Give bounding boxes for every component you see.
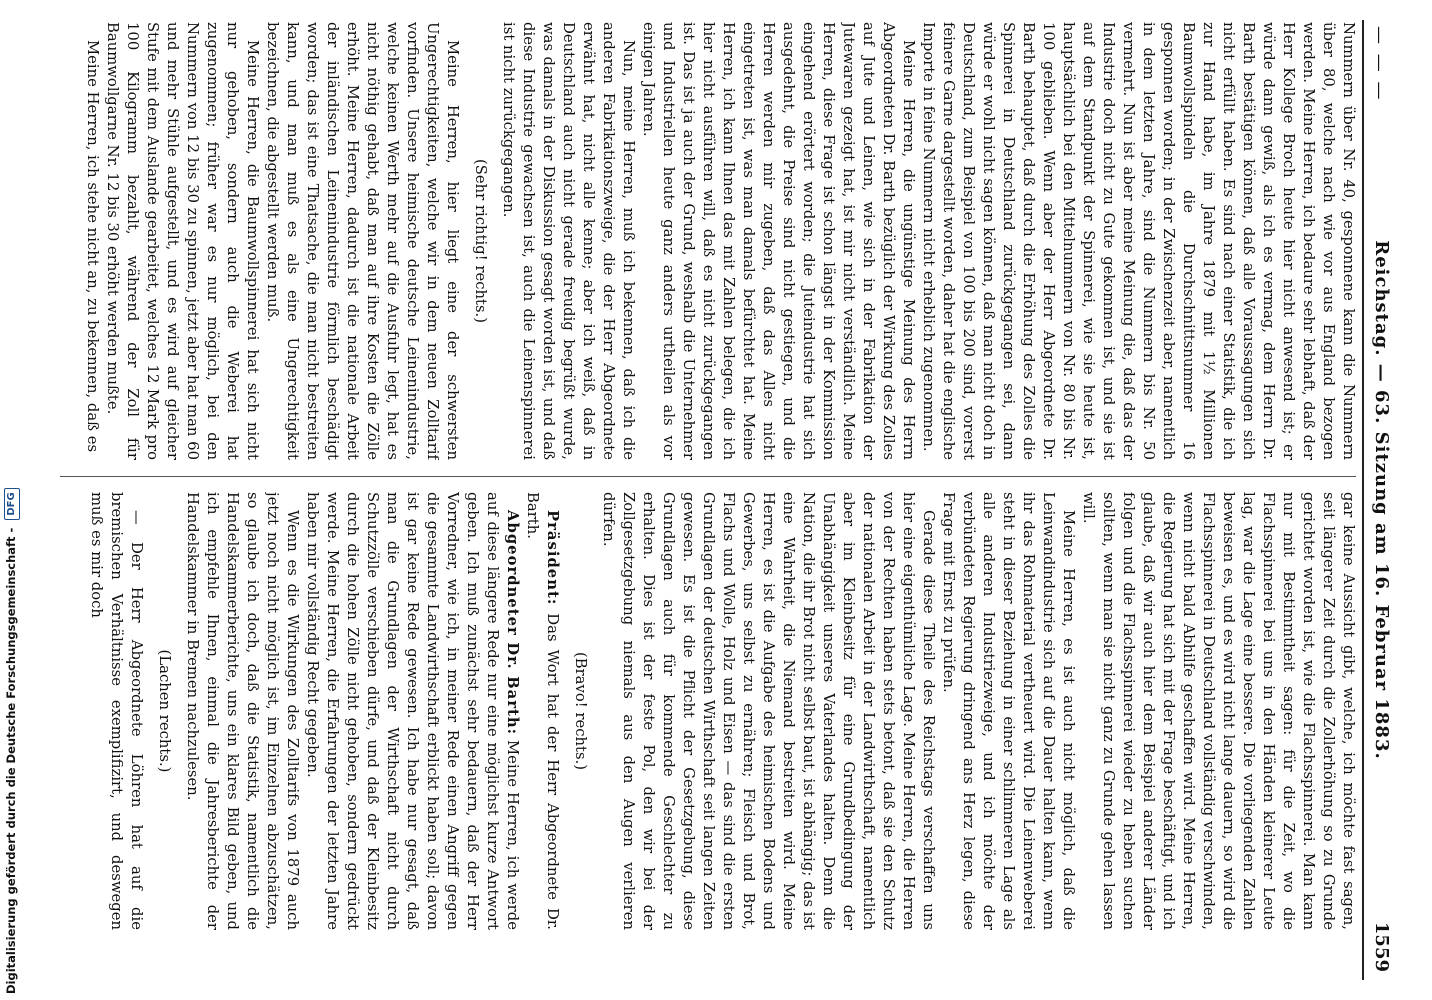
column-divider bbox=[60, 476, 1356, 477]
paragraph: — Der Herr Abgeordnete Löhren hat auf die bremischen Verhältnisse exemplifizirt, und deswegen muß es mir doch bbox=[88, 492, 145, 930]
paragraph: Wenn es die Wirkungen des Zolltarifs von 1879 auch jetzt noch nicht möglich ist, im Einzelnen abzuschätzen, so glaube ich doch, daß die Statistik, namentlich die Handelskammerberichte, uns ein klares Bild geben, und ich empfehle Ihnen, einmal die Jahresberichte der Handelskammer in Bremen nachzulesen. bbox=[184, 492, 301, 930]
paragraph: Nun, meine Herren, muß ich bekennen, daß ich die anderen Fabrikationszweige, die der Herr Abgeordnete erwähnt hat, nicht alle kenne; aber ich weiß, daß in Deutschland auch nicht gerade freudig begrüßt wurde, was damals in der Diskussion gesagt worden ist, und daß diese Industrie gewachsen ist, auch die Leinenspinnerei ist nicht zurückgegangen. bbox=[500, 22, 637, 460]
speech-barth bbox=[302, 492, 522, 930]
applause-note: (Sehr richtig! rechts.) bbox=[472, 158, 489, 324]
applause-note: (Lachen rechts.) bbox=[156, 649, 173, 773]
paragraph: Meine Herren, die ungünstige Meinung des Herrn Abgeordneten Dr. Barth bezüglich der Wirkung des Zolles auf Jute und Leinen, wie sich in der Fabrikation der Jutewaren gezeigt hat, ist mir nicht verständlich. Meine Herren, diese Frage ist schon längst in der Kommission eingehend erörtert worden; die Juteindustrie hat sich ausgedehnt, die Preise sind nicht gestiegen, und die Herren werden mir zugeben, daß das Alles nicht eingetreten ist, was man damals befürchtet hat. Meine Herren, ich kann Ihnen das mit Zahlen belegen, die ich hier nicht ausführen will, daß es nicht zurückgegangen ist. Das ist ja auch der Grund, weshalb die Unternehmer und Industriellen heute ganz anders urtheilen als vor einigen Jahren. bbox=[640, 22, 917, 460]
header-rule bbox=[1362, 20, 1364, 980]
paragraph: gar keine Aussicht gibt, welche, ich möchte fast sagen, seit längerer Zeit durch die Zollerhöhung so zu Grunde gerichtet worden ist, wie die Flachsspinnerei. Man kann nur mit Bestimmtheit sagen: für die Zeit, wo die Flachsspinnerei bei uns in den Händen kleinerer Leute lag, war die Lage eine bessere. Die vorliegenden Zahlen beweisen es, und es wird nicht lange dauern, so wird die Flachsspinnerei in Deutschland vollständig verschwinden, wenn nicht bald Abhilfe geschaffen wird. Meine Herren, die Regierung hat sich mit der Frage beschäftigt, und ich glaube, daß wir auch hier dem Beispiel anderer Länder folgen und die Flachsspinnerei wieder zu heben suchen sollten, wenn man sie nicht ganz zu Grunde gehen lassen will. bbox=[1080, 492, 1357, 930]
page-title: Reichstag. — 63. Sitzung am 16. Februar 1883. bbox=[1371, 240, 1392, 760]
left-column bbox=[58, 22, 1358, 460]
paragraph: Meine Herren, es ist auch nicht möglich, daß die Leinwandindustrie sich auf die Dauer halten kann, wenn ihr das Rohmaterial vertheuert wird. Die Leinenweberei steht in dieser Beziehung in einer schlimmeren Lage als alle anderen Industriezweige, und ich möchte der verbündeten Regierung dringend ans Herz legen, diese Frage mit Ernst zu prüfen. bbox=[940, 492, 1077, 930]
right-column bbox=[58, 492, 1358, 930]
paragraph: Meine Herren, ich stehe nicht an, zu bekennen, daß es bbox=[84, 40, 101, 453]
paragraph: Nummern über Nr. 40, gesponnene kann die Nummern über 80, welche nach wie vor aus England bezogen werden. Meine Herren, ich bedaure sehr lebhaft, daß der Herr Kollege Broch heute hier nicht anwesend ist; er würde dann gewiß, als ich es vermag, dem Herrn Dr. Barth bestätigen können, daß alle Voraussagungen sich nicht erfüllt haben. Es sind nach einer Statistik, die ich zur Hand habe, im Jahre 1879 mit 1½ Millionen Baumwollspindeln die Durchschnittsnummer 16 gesponnen worden; in der Zwischenzeit aber, namentlich in dem letzten Jahre, sind die Nummern bis Nr. 50 vermehrt. Nun ist aber meine Meinung die, daß das der Industrie doch nicht zu Gute gekommen ist, und sie ist auf dem Standpunkt der Spinnerei, wie sie heute ist, hauptsächlich bei den Mittelnummern von Nr. 80 bis Nr. 100 geblieben. Wenn aber der Herr Abgeordnete Dr. Barth behauptet, daß durch die Erhöhung des Zolles die Spinnerei in Deutschland zurückgegangen sei, dann würde er wohl nicht sagen können, daß man nicht doch in Deutschland, zum Beispiel von 100 bis 200 sind, vorerst feinere Garne dargestellt worden, daher hat die englische Importe in feine Nummern nicht erheblich zugenommen. bbox=[920, 22, 1357, 460]
paragraph: Meine Herren, hier liegt eine der schwersten Ungerechtigkeiten, welche wir in dem neuen Zolltarif vorfinden. Unsere heimische deutsche Leinenindustrie, welche keinen Werth mehr auf die Ausfuhr legt, hat es nicht nöthig gehabt, daß man auf ihre Kosten die Zölle erhöht. Meine Herren, dadurch ist die nationale Arbeit der inländischen Leinenindustrie förmlich beschädigt worden; das ist eine Thatsache, die man nicht bestreiten kann, und man muß es als eine Ungerechtigkeit bezeichnen, die abgestellt werden muß. bbox=[264, 22, 461, 460]
speech-text: Das Wort hat der Herr Abgeordnete Dr. Barth. bbox=[524, 492, 561, 930]
paragraph: Meine Herren, die Baumwollspinnerei hat sich nicht nur gehoben, sondern auch die Weberei hat zugenommen; früher war es nur möglich, bei den Nummern von 12 bis 30 zu spinnen, jetzt aber hat man 60 und mehr Stühle aufgestellt, und es wird auf gleicher Stufe mit dem Auslande gearbeitet, welches 12 Mark pro 100 Kilogramm bezahlt, während der Zoll für Baumwollgarne Nr. 12 bis 30 erhöht werden mußte. bbox=[104, 22, 261, 460]
dfg-logo: DFG bbox=[4, 488, 20, 519]
page-number: 1559 bbox=[1371, 921, 1392, 972]
speech-text: Meine Herren, ich werde auf diese längere Rede nur eine möglichst kurze Antwort geben. Ich muß zunächst sehr bedauern, daß der Herr Vorredner, wie ich, in meiner Rede einen Angriff gegen die gesammte Landwirthschaft erblickt haben soll; davon ist gar keine Rede gewesen. Ich habe nur gesagt, daß man die Grundlagen der Wirthschaft nicht durch Schutzzölle verschieben dürfe, und daß der Kleinbesitz durch die hohen Zölle nicht gehoben, sondern gedrückt werde. Meine Herren, die Erfahrungen der letzten Jahre haben mir vollständig Recht gegeben. bbox=[304, 492, 521, 930]
credit-text: Digitalisierung gefördert durch die Deutsche Forschungsgemeinschaft - bbox=[4, 527, 18, 994]
header-left-mark: — — — bbox=[1369, 26, 1390, 102]
paragraph: Gerade diese Theile des Reichstags verschaffen uns hier eine eigenthümliche Lage. Meine Herren, die Herren von der Rechten haben stets betont, daß sie den Schutz der nationalen Arbeit in der Landwirthschaft, namentlich aber im Kleinbesitz für eine Grundbedingung der Unabhängigkeit unseres Vaterlandes halten. Denn die Nation, die ihr Brot nicht selbst baut, ist abhängig; das ist eine Wahrheit, die Niemand bestreiten wird. Meine Herren, es ist die Aufgabe des heimischen Bodens und Gewerbes, uns selbst zu ernähren; Fleisch und Brot, Flachs und Wolle, Holz und Eisen — das sind die ersten Grundlagen der deutschen Wirthschaft seit langen Zeiten gewesen. Es ist die Pflicht der Gesetzgebung, diese Grundlagen auch für kommende Geschlechter zu erhalten. Dies ist der feste Pol, den wir bei der Zollgesetzgebung niemals aus den Augen verlieren dürfen. bbox=[600, 492, 937, 930]
digitization-credit bbox=[0, 0, 22, 1000]
speech-president bbox=[522, 492, 562, 930]
speaker-label: Präsident: bbox=[544, 510, 561, 606]
applause-note: (Bravo! rechts.) bbox=[572, 651, 589, 771]
page-header bbox=[1366, 0, 1400, 1000]
speaker-label: Abgeordneter Dr. Barth: bbox=[504, 510, 521, 736]
